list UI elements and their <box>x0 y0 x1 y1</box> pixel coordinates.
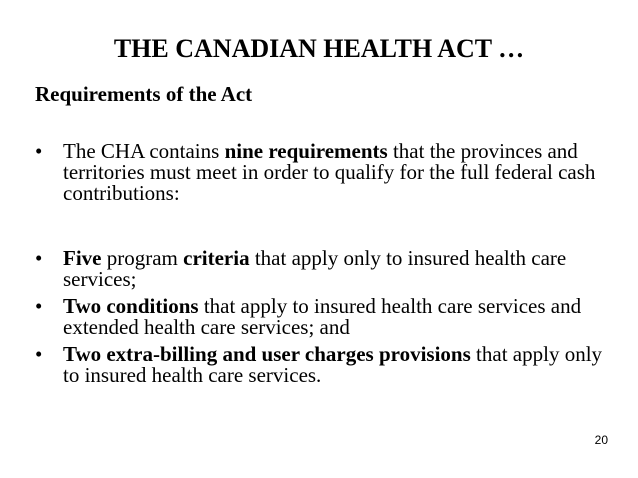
bullet-text: The CHA contains <box>63 139 225 163</box>
bullet-item-program-criteria <box>35 248 615 290</box>
bullet-item-conditions <box>35 296 615 338</box>
bullet-item-nine-requirements <box>35 141 615 204</box>
bullet-text: that apply to insured health care services and extended health care services; and <box>63 294 582 339</box>
bullet-list-intro <box>35 141 615 210</box>
bullet-icon: • <box>35 246 43 270</box>
bullet-text: that apply only to insured health care services; <box>63 246 567 291</box>
bullet-icon: • <box>35 294 43 318</box>
bullet-icon: • <box>35 342 43 366</box>
page-number: 20 <box>594 433 608 447</box>
slide-subtitle: Requirements of the Act <box>35 82 253 106</box>
bullet-bold-text: Five <box>63 246 102 270</box>
bullet-bold-text: Two extra-billing and user charges provisions <box>63 342 471 366</box>
bullet-bold-text: Two conditions <box>63 294 199 318</box>
bullet-item-extra-billing <box>35 344 615 386</box>
bullet-icon: • <box>35 139 43 163</box>
bullet-text: that apply only to insured health care services. <box>63 342 603 387</box>
bullet-list-requirements <box>35 248 615 392</box>
bullet-text: program <box>101 246 184 270</box>
bullet-text: that the provinces and territories must meet in order to qualify for the full federal cash contributions: <box>63 139 596 205</box>
bullet-bold-text: criteria <box>183 246 250 270</box>
slide-title: THE CANADIAN HEALTH ACT … <box>113 34 525 63</box>
bullet-bold-text: nine requirements <box>224 139 388 163</box>
